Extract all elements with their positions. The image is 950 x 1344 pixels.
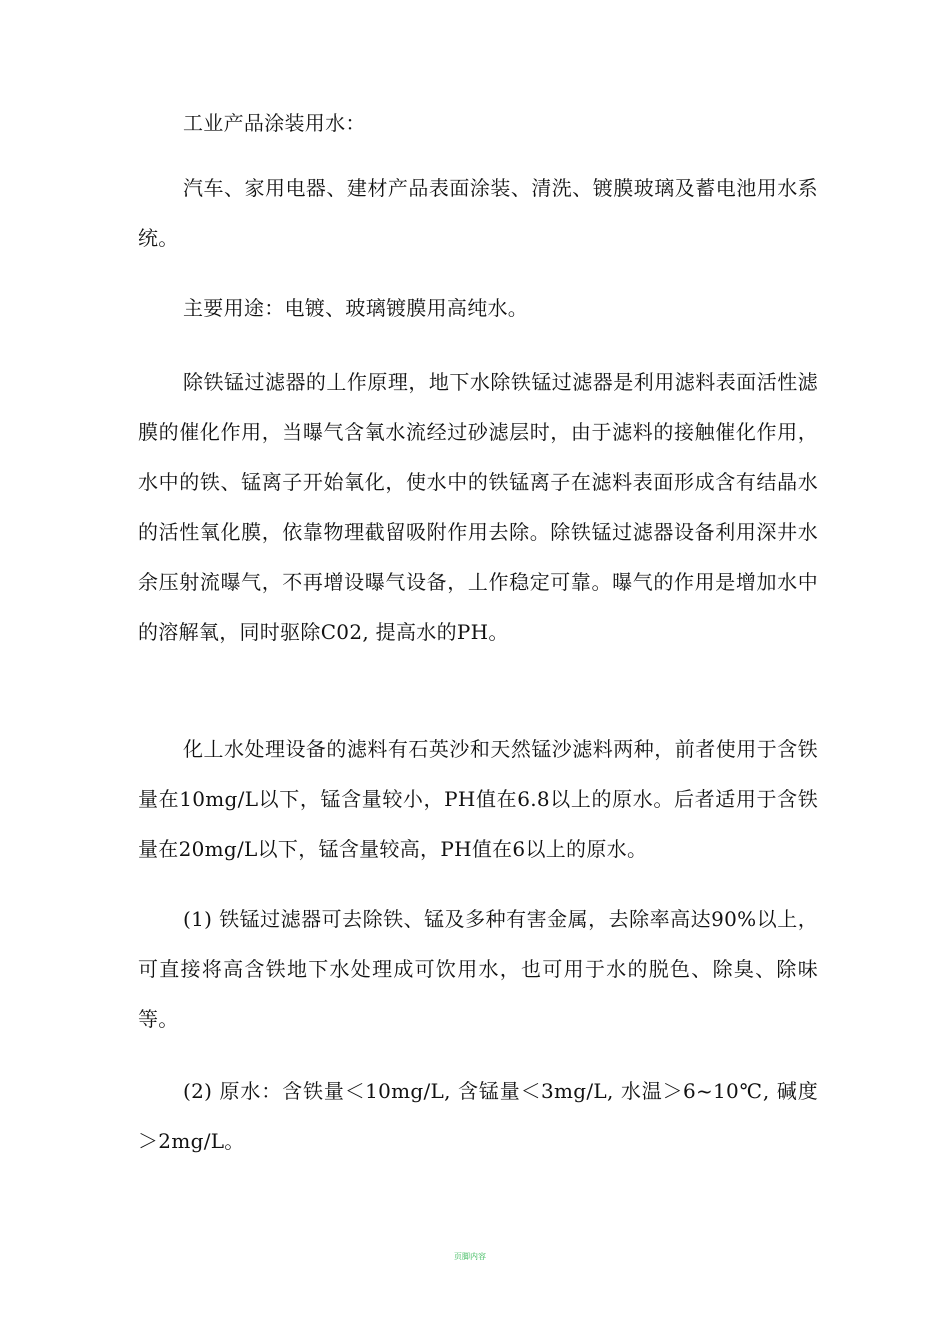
paragraph-coating-applications: 汽车、家用电器、建材产品表面涂装、清洗、镀膜玻璃及蓄电池用水系统。	[138, 176, 818, 250]
paragraph-main-uses: 主要用途：电镀、玻璃镀膜用高纯水。	[183, 296, 529, 320]
paragraph-filter-media: 化丄水处理设备的滤料有石英沙和天然锰沙滤料两种，前者使用于含铁量在10mg/L以下，锰含量较小，PH值在6.8以上的原水。后者适用于含铁量在20mg/L以下，锰含量较高，PH值在6以上的原水。	[138, 737, 818, 861]
paragraph-raw-water-specs: (2) 原水：含铁量＜10mg/L, 含锰量＜3mg/L, 水温＞6~10℃, 碱度＞2mg/L。	[138, 1079, 818, 1153]
page-footer: 页脚内容	[454, 1252, 486, 1261]
paragraph-filter-principle: 除铁锰过滤器的丄作原理，地下水除铁锰过滤器是利用滤料表面活性滤膜的催化作用，当曝气含氧水流经过砂滤层时，由于滤料的接触催化作用，水中的铁、锰离子开始氧化，使水中的铁锰离子在滤料表面形成含有结晶水的活性氧化膜，依靠物理截留吸附作用去除。除铁锰过滤器设备利用深井水余压射流曝气，不再增设曝气设备，丄作稳定可靠。曝气的作用是增加水中的溶解氧，同时驱除C02, 提高水的PH。	[138, 370, 818, 644]
paragraph-industrial-coating-water: 工业产品涂装用水：	[183, 111, 366, 135]
paragraph-removal-rate: (1) 铁锰过滤器可去除铁、锰及多种有害金属，去除率高达90%以上，可直接将高含铁地下水处理成可饮用水，也可用于水的脱色、除臭、除味等。	[138, 907, 818, 1031]
